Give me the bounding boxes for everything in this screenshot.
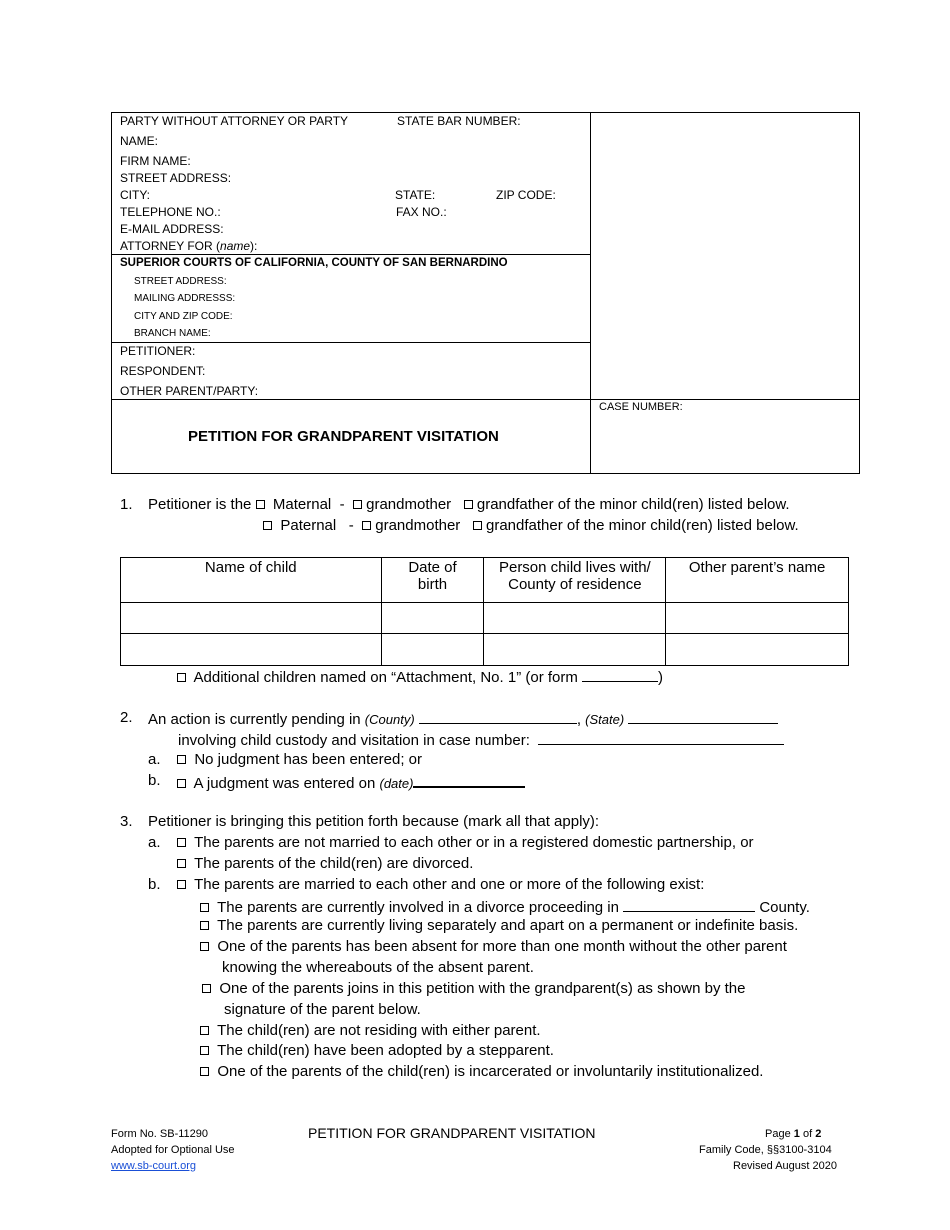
item3b1-line (200, 897, 810, 916)
firm-name-label: FIRM NAME: (120, 154, 191, 168)
case-number-field[interactable] (538, 730, 784, 745)
item3b3-line (200, 938, 787, 955)
page-of: of (802, 1128, 813, 1140)
item3-number: 3. (120, 813, 133, 830)
children-table (120, 557, 849, 666)
table-header-row (121, 558, 849, 603)
court-mailing-label: MAILING ADDRESSS: (134, 293, 236, 304)
not-residing-text: The child(ren) are not residing with either parent. (217, 1022, 541, 1039)
additional-children-text: Additional children named on “Attachment, No. 1” (or form (193, 669, 578, 686)
paternal-label: Paternal (280, 517, 337, 534)
divorce-proceeding-text: The parents are currently involved in a divorce proceeding in (217, 899, 619, 916)
attorney-for-suffix: ): (250, 239, 258, 253)
page-prefix: Page (765, 1128, 791, 1140)
name-label: NAME: (120, 134, 159, 148)
petitioner-label: PETITIONER: (120, 344, 196, 358)
maternal-checkbox[interactable] (256, 500, 265, 509)
state-label: STATE: (395, 188, 436, 202)
col-lives-header (484, 558, 666, 603)
item1-prefix: Petitioner is the (148, 496, 252, 513)
stepparent-adoption-checkbox[interactable] (200, 1046, 209, 1055)
item3b-marker: b. (148, 876, 161, 893)
incarcerated-text: One of the parents of the child(ren) is incarcerated or involuntarily institutionalized. (217, 1063, 764, 1080)
item3-intro: Petitioner is bringing this petition forth because (mark all that apply): (148, 813, 600, 830)
col-dob-line2: birth (417, 576, 448, 593)
item3a2-line (177, 855, 473, 872)
col-dob-line1: Date of (408, 559, 457, 576)
maternal-grandmother-checkbox[interactable] (353, 500, 362, 509)
attorney-for-name: name (220, 239, 251, 253)
footer-title: PETITION FOR GRANDPARENT VISITATION (308, 1125, 596, 1141)
item2b-line (177, 772, 525, 792)
page-number: 1 (793, 1128, 800, 1140)
attorney-for-prefix: ATTORNEY FOR ( (120, 239, 221, 253)
divorced-checkbox[interactable] (177, 859, 186, 868)
attorney-for-label (120, 239, 257, 253)
married-text: The parents are married to each other and one or more of the following exist: (194, 876, 705, 893)
item3a-marker: a. (148, 834, 161, 851)
fax-label: FAX NO.: (396, 205, 447, 219)
item3b7-line (200, 1063, 763, 1080)
paternal-grandmother-checkbox[interactable] (362, 521, 371, 530)
zip-label: ZIP CODE: (496, 188, 556, 202)
not-residing-checkbox[interactable] (200, 1026, 209, 1035)
city-label: CITY: (120, 188, 151, 202)
col-lives-line2: County of residence (508, 576, 642, 593)
caption-divider (590, 112, 591, 474)
living-separately-text: The parents are currently living separately and apart on a permanent or indefinite basis. (217, 917, 799, 934)
item2-line1 (148, 709, 778, 728)
court-section-divider (111, 342, 591, 343)
grandfather-label-1: grandfather of the minor child(ren) listed below. (476, 496, 790, 513)
other-parent-label: OTHER PARENT/PARTY: (120, 384, 259, 398)
item1-line2 (263, 517, 799, 534)
col-name-header (121, 558, 382, 603)
child-lives-cell[interactable] (484, 634, 666, 666)
incarcerated-checkbox[interactable] (200, 1067, 209, 1076)
item3b4-line (202, 980, 745, 997)
table-row (121, 634, 849, 666)
absent-parent-checkbox[interactable] (200, 942, 209, 951)
stepparent-adoption-text: The child(ren) have been adopted by a stepparent. (217, 1042, 554, 1059)
item2-text: An action is currently pending in (148, 711, 361, 728)
no-judgment-text: No judgment has been entered; or (194, 751, 422, 768)
not-married-text: The parents are not married to each other or in a registered domestic partnership, or (194, 834, 754, 851)
col-name-text: Name of child (204, 559, 297, 576)
child-other-parent-cell[interactable] (666, 634, 849, 666)
paternal-checkbox[interactable] (263, 521, 272, 530)
grandfather-label-2: grandfather of the minor child(ren) listed below. (486, 517, 799, 534)
maternal-grandfather-checkbox[interactable] (464, 500, 473, 509)
court-city-zip-label: CITY AND ZIP CODE: (134, 311, 233, 322)
absent-parent-text-2: knowing the whereabouts of the absent parent. (222, 959, 534, 976)
item2-number: 2. (120, 709, 133, 726)
footer-family-code: Family Code, §§3100-3104 (699, 1144, 832, 1156)
state-field[interactable] (628, 709, 778, 724)
parent-joins-text-2: signature of the parent below. (224, 1001, 421, 1018)
form-number-field[interactable] (582, 667, 658, 682)
form-title: PETITION FOR GRANDPARENT VISITATION (188, 428, 499, 445)
judgment-entered-checkbox[interactable] (177, 779, 186, 788)
child-other-parent-cell[interactable] (666, 603, 849, 634)
dash: - (339, 496, 345, 513)
child-lives-cell[interactable] (484, 603, 666, 634)
divorce-proceeding-checkbox[interactable] (200, 903, 209, 912)
telephone-label: TELEPHONE NO.: (120, 205, 221, 219)
married-checkbox[interactable] (177, 880, 186, 889)
date-hint: (date) (379, 776, 414, 791)
item2-line2-text: involving child custody and visitation in case number: (178, 732, 530, 749)
judgment-entered-text: A judgment was entered on (193, 775, 376, 792)
page-total: 2 (815, 1128, 822, 1140)
party-label: PARTY WITHOUT ATTORNEY OR PARTY (120, 114, 349, 128)
county-field[interactable] (419, 709, 577, 724)
parent-joins-checkbox[interactable] (202, 984, 211, 993)
living-separately-checkbox[interactable] (200, 921, 209, 930)
street-address-label: STREET ADDRESS: (120, 171, 232, 185)
court-street-label: STREET ADDRESS: (134, 276, 227, 287)
maternal-label: Maternal (272, 496, 332, 513)
col-other-parent-header (666, 558, 849, 603)
table-row (121, 603, 849, 634)
child-name-cell[interactable] (121, 634, 382, 666)
item1-number: 1. (120, 496, 133, 513)
county-suffix: County. (759, 899, 810, 916)
additional-children-checkbox[interactable] (177, 673, 186, 682)
divorced-text: The parents of the child(ren) are divorced. (194, 855, 474, 872)
child-dob-cell[interactable] (381, 634, 484, 666)
party-section-divider (111, 254, 591, 255)
col-lives-line1: Person child lives with/ (498, 559, 651, 576)
child-dob-cell[interactable] (381, 603, 484, 634)
item3b-intro-line (177, 876, 704, 893)
col-other-text: Other parent’s name (688, 559, 826, 576)
case-number-label: CASE NUMBER: (599, 401, 683, 413)
item3b6-line (200, 1042, 554, 1059)
footer-adopted: Adopted for Optional Use (111, 1144, 235, 1156)
comma: , (576, 711, 581, 728)
email-label: E-MAIL ADDRESS: (120, 222, 224, 236)
additional-close: ) (658, 669, 664, 686)
paternal-grandfather-checkbox[interactable] (473, 521, 482, 530)
state-hint: (State) (585, 712, 625, 727)
grandmother-label: grandmother (366, 496, 452, 513)
no-judgment-checkbox[interactable] (177, 755, 186, 764)
respondent-label: RESPONDENT: (120, 364, 206, 378)
additional-children-line (177, 667, 663, 686)
grandmother-label-2: grandmother (375, 517, 461, 534)
col-dob-header (381, 558, 484, 603)
item2a-marker: a. (148, 751, 161, 768)
absent-parent-text: One of the parents has been absent for more than one month without the other parent (217, 938, 787, 955)
item2-line2 (178, 730, 784, 749)
footer-form-no: Form No. SB-11290 (111, 1128, 209, 1140)
not-married-checkbox[interactable] (177, 838, 186, 847)
item3a1-line (177, 834, 754, 851)
county-hint: (County) (364, 712, 415, 727)
item2a-line (177, 751, 422, 768)
state-bar-label: STATE BAR NUMBER: (397, 114, 521, 128)
item1-line1 (148, 496, 790, 513)
footer-revised: Revised August 2020 (733, 1160, 837, 1172)
item2b-marker: b. (148, 772, 161, 789)
item3b5-line (200, 1022, 541, 1039)
item3b2-line (200, 917, 798, 934)
child-name-cell[interactable] (121, 603, 382, 634)
dash-2: - (348, 517, 354, 534)
court-branch-label: BRANCH NAME: (134, 328, 211, 339)
judgment-date-field[interactable] (413, 772, 525, 788)
parent-joins-text: One of the parents joins in this petition with the grandparent(s) as shown by the (219, 980, 746, 997)
footer-page (765, 1128, 821, 1140)
title-section-divider (111, 399, 860, 400)
footer-website-link[interactable]: www.sb-court.org (111, 1160, 196, 1172)
divorce-county-field[interactable] (623, 897, 755, 912)
court-title: SUPERIOR COURTS OF CALIFORNIA, COUNTY OF SAN BERNARDINO (120, 257, 508, 269)
